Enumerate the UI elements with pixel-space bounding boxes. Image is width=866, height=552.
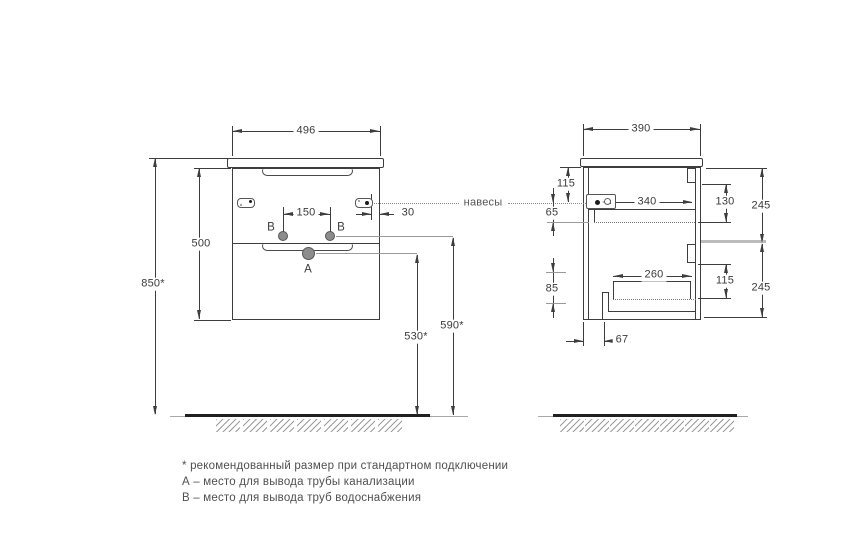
arrow-down-icon <box>760 234 764 243</box>
drain-outlet-point <box>302 247 315 260</box>
hangers-label: навесы <box>461 197 506 210</box>
ext-line <box>704 317 767 318</box>
dim-drawer1-depth: 340 <box>635 196 660 209</box>
dim-cabinet-height: 500 <box>189 238 214 251</box>
dim-drain-height: 530* <box>401 331 430 344</box>
dim-front-width: 496 <box>294 125 319 138</box>
bracket-hole-icon <box>604 198 611 205</box>
arrow-down-icon <box>724 289 728 298</box>
floor-hatch <box>270 419 294 432</box>
a-level-reference-line <box>316 253 417 254</box>
wall-hanger-bracket <box>586 194 616 209</box>
pipe-channel-left <box>602 292 603 319</box>
arrow-down-icon <box>415 406 419 415</box>
b-level-reference-line <box>336 236 453 237</box>
arrow-down-icon <box>197 310 201 319</box>
ext-line <box>283 207 284 232</box>
hanger-dot-icon <box>240 204 242 206</box>
ext-line <box>698 222 731 223</box>
arrow-down-icon <box>566 193 570 202</box>
hanger-dot-icon <box>365 201 369 205</box>
point-b-left-label: B <box>267 221 275 234</box>
arrow-up-icon <box>451 237 455 246</box>
floor-hatch <box>216 419 240 432</box>
ext-line <box>330 207 331 232</box>
floor-hatch <box>297 419 321 432</box>
dim-hanger-gap: 65 <box>543 207 562 220</box>
arrow-up-icon <box>153 158 157 167</box>
arrow-right-icon <box>682 274 691 278</box>
arrow-up-icon <box>551 303 555 312</box>
ext-line <box>706 168 767 169</box>
arrow-right-icon <box>574 339 583 343</box>
drawer2-box-left <box>613 281 614 299</box>
drawer1-box-top <box>589 209 695 210</box>
drawer1-front-rail <box>687 168 696 183</box>
arrow-right-icon <box>362 212 371 216</box>
floor-hatch <box>378 419 402 432</box>
floor-hatch <box>710 419 734 432</box>
arrow-up-icon <box>760 243 764 252</box>
dim-drawer2-clearance: 115 <box>713 275 737 288</box>
dim-top-front-height: 245 <box>749 200 774 213</box>
arrow-down-icon <box>760 308 764 317</box>
back-panel-line <box>588 168 589 319</box>
dim-hanger-offset: 30 <box>399 207 418 220</box>
hanger-dot-icon <box>358 200 360 202</box>
ext-line-gray <box>546 272 566 273</box>
arrow-left-icon <box>284 212 293 216</box>
ext-line <box>698 298 731 299</box>
arrow-up-icon <box>760 168 764 177</box>
dim-line-bottom-front-height <box>762 244 763 317</box>
footer-legend-b: В – место для вывода труб водоснабжения <box>182 492 422 504</box>
dim-hole-spacing: 150 <box>294 207 319 220</box>
floor-hatch <box>660 419 684 432</box>
floor-hatch <box>351 419 375 432</box>
arrow-left-icon <box>233 129 242 133</box>
arrow-left-icon <box>604 339 613 343</box>
dim-total-height: 850* <box>138 278 167 291</box>
arrow-up-icon <box>197 168 201 177</box>
drawer1-box-left <box>594 209 595 222</box>
ext-line <box>700 124 701 156</box>
ext-line <box>583 322 584 346</box>
arrow-left-icon <box>584 127 593 131</box>
dim-bottom-front-height: 245 <box>749 282 774 295</box>
floor-hatch <box>610 419 634 432</box>
bottom-panel-inner-line <box>608 311 696 312</box>
water-outlet-point-left <box>278 231 288 241</box>
hanger-dot-icon <box>249 200 252 203</box>
arrow-left-icon <box>380 212 389 216</box>
arrow-down-icon <box>724 213 728 222</box>
dim-top-offset: 115 <box>554 178 578 191</box>
hangers-leader-line <box>508 203 596 204</box>
point-b-right-label: B <box>337 221 345 234</box>
countertop-front <box>227 158 384 168</box>
arrow-down-icon <box>551 263 555 272</box>
arrow-up-icon <box>566 167 570 176</box>
dim-drawer1-clearance: 130 <box>713 196 738 209</box>
footer-note-asterisk: * рекомендованный размер при стандартном подключении <box>182 460 509 472</box>
hanger-plate-left <box>237 198 255 208</box>
ext-line-gray <box>546 303 566 304</box>
drawer1-box-bottom-hidden <box>594 222 695 223</box>
ext-line <box>560 167 581 168</box>
drawer2-box-right <box>690 281 691 299</box>
pipe-channel-top <box>602 292 609 293</box>
floor-hatch <box>324 419 348 432</box>
arrow-right-icon <box>320 212 329 216</box>
cabinet-body-side <box>583 167 701 320</box>
arrow-right-icon <box>370 129 379 133</box>
arrow-up-icon <box>724 264 728 273</box>
floor-hatch <box>635 419 659 432</box>
floor-hatch <box>585 419 609 432</box>
dim-drawer2-depth: 260 <box>642 269 667 282</box>
water-outlet-point-right <box>325 231 335 241</box>
countertop-side <box>580 158 703 167</box>
floor-line-thick <box>185 414 430 417</box>
ext-line <box>194 320 231 321</box>
arrow-down-icon <box>451 406 455 415</box>
dim-bottom-gap: 85 <box>543 283 562 296</box>
hangers-leader-line <box>374 203 459 204</box>
arrow-left-icon <box>614 274 623 278</box>
arrow-right-icon <box>683 200 692 204</box>
arrow-up-icon <box>724 184 728 193</box>
dim-depth: 390 <box>629 123 654 136</box>
dim-water-height: 590* <box>437 320 466 333</box>
floor-hatch <box>560 419 584 432</box>
drawer2-box-bottom-hidden <box>613 299 696 300</box>
arrow-up-icon <box>551 222 555 231</box>
floor-hatch <box>243 419 267 432</box>
arrow-right-icon <box>690 127 699 131</box>
ext-line <box>149 158 228 159</box>
pipe-channel-right <box>608 292 609 311</box>
divider-level-bar <box>701 240 766 243</box>
arrow-down-icon <box>551 194 555 203</box>
floor-hatch <box>685 419 709 432</box>
ext-line <box>380 126 381 156</box>
footer-legend-a: А – место для вывода трубы канализации <box>182 476 415 488</box>
floor-line-thick <box>553 414 737 417</box>
arrow-down-icon <box>153 406 157 415</box>
drawer1-handle-recess <box>262 169 353 176</box>
point-a-label: A <box>304 263 312 276</box>
arrow-up-icon <box>415 254 419 263</box>
dim-pipe-offset: 67 <box>613 334 632 347</box>
bracket-dot-icon <box>595 200 600 205</box>
drawer2-front-rail <box>687 244 696 263</box>
